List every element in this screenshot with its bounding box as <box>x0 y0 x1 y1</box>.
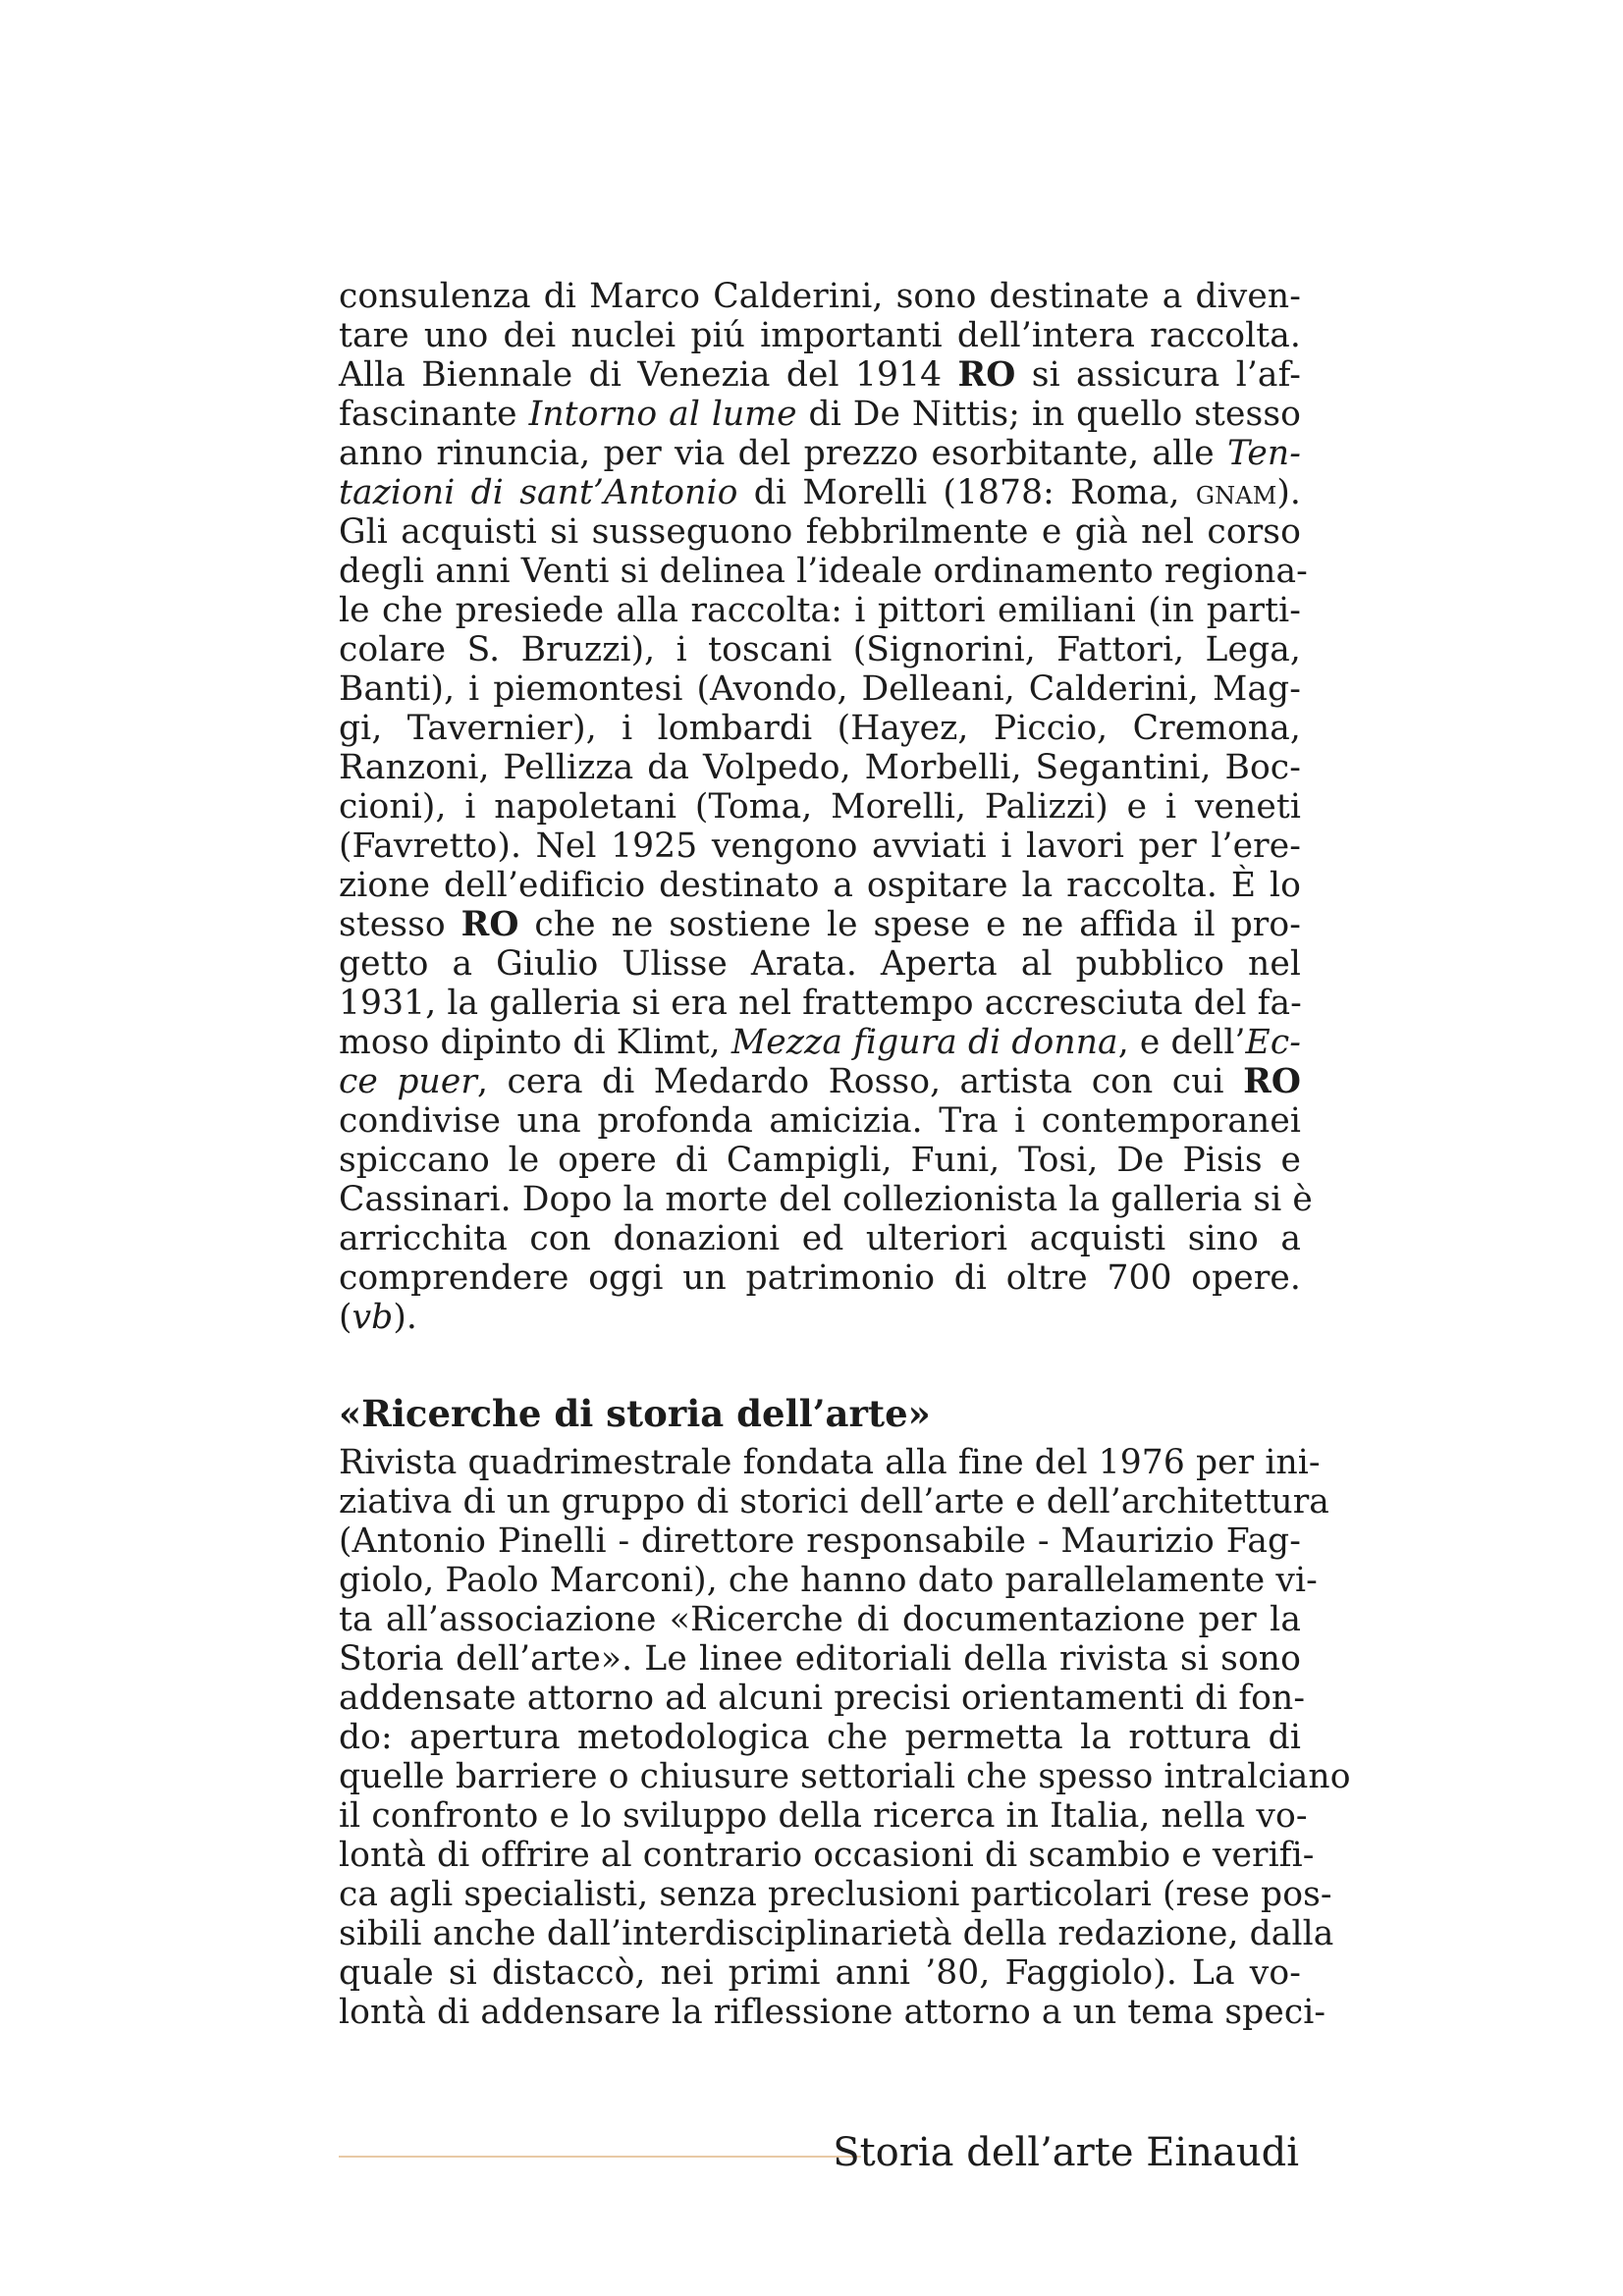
text-line: ca agli specialisti, senza preclusioni particolari (rese pos- <box>339 1875 1332 1914</box>
text-line: degli anni Venti si delinea l’ideale ordinamento regiona- <box>339 552 1308 591</box>
text-line: spiccano le opere di Campigli, Funi, Tosi, De Pisis e <box>339 1141 1301 1180</box>
text-line: anno rinuncia, per via del prezzo esorbitante, alle Ten- <box>339 434 1301 473</box>
text-line: tare uno dei nuclei piú importanti dell’intera raccolta. <box>339 316 1301 355</box>
text-line: Banti), i piemontesi (Avondo, Delleani, Calderini, Mag- <box>339 669 1301 709</box>
text-line: ce puer, cera di Medardo Rosso, artista con cui RO <box>339 1062 1301 1101</box>
text-line: stesso RO che ne sostiene le spese e ne affida il pro- <box>339 905 1301 944</box>
text-line: il confronto e lo sviluppo della ricerca in Italia, nella vo- <box>339 1796 1308 1836</box>
text-line: consulenza di Marco Calderini, sono destinate a diven- <box>339 277 1301 316</box>
text-line: moso dipinto di Klimt, Mezza figura di donna, e dell’Ec- <box>339 1023 1301 1062</box>
text-line: addensate attorno ad alcuni precisi orientamenti di fon- <box>339 1679 1306 1718</box>
text-line: fascinante Intorno al lume di De Nittis; in quello stesso <box>339 395 1301 434</box>
text-line: do: apertura metodologica che permetta la rottura di <box>339 1718 1301 1757</box>
text-line: (vb). <box>339 1298 417 1337</box>
text-line: gi, Tavernier), i lombardi (Hayez, Piccio, Cremona, <box>339 709 1301 748</box>
text-line: arricchita con donazioni ed ulteriori acquisti sino a <box>339 1219 1301 1258</box>
bold-abbrev: RO <box>460 905 519 944</box>
footer-title: Storia dell’arte Einaudi <box>833 2130 1299 2175</box>
text-line: Gli acquisti si susseguono febbrilmente e già nel corso <box>339 512 1301 552</box>
first-section-body <box>339 277 1313 1337</box>
artwork-title: ce puer <box>339 1062 477 1101</box>
text-line: cioni), i napoletani (Toma, Morelli, Palizzi) e i veneti <box>339 787 1301 827</box>
second-section-body <box>339 1443 1351 2032</box>
text-line: getto a Giulio Ulisse Arata. Aperta al pubblico nel <box>339 944 1301 984</box>
text-line: ziativa di un gruppo di storici dell’arte e dell’architettura <box>339 1482 1329 1522</box>
author-initials: vb <box>352 1298 394 1337</box>
artwork-title: tazioni di sant’Antonio <box>339 473 738 512</box>
text-line: lontà di addensare la riflessione attorno a un tema speci- <box>339 1993 1326 2032</box>
entry-heading: «Ricerche di storia dell’arte» <box>339 1392 931 1435</box>
text-line: tazioni di sant’Antonio di Morelli (1878: Roma, gnam). <box>339 473 1302 512</box>
text-line: Storia dell’arte». Le linee editoriali della rivista si sono <box>339 1639 1301 1679</box>
text-line: quelle barriere o chiusure settoriali che spesso intralciano <box>339 1757 1351 1796</box>
footer-rule <box>339 2156 861 2158</box>
text-line: zione dell’edificio destinato a ospitare la raccolta. È lo <box>339 866 1301 905</box>
text-line: ta all’associazione «Ricerche di documentazione per la <box>339 1600 1301 1639</box>
text-line: Rivista quadrimestrale fondata alla fine del 1976 per ini- <box>339 1443 1321 1482</box>
text-line: sibili anche dall’interdisciplinarietà della redazione, dalla <box>339 1914 1334 1953</box>
text-line: Alla Biennale di Venezia del 1914 RO si assicura l’af- <box>339 355 1302 395</box>
bold-abbrev: RO <box>1243 1062 1301 1101</box>
text-line: condivise una profonda amicizia. Tra i contemporanei <box>339 1101 1301 1141</box>
text-line: lontà di offrire al contrario occasioni di scambio e verifi- <box>339 1836 1315 1875</box>
bold-abbrev: RO <box>957 355 1016 395</box>
artwork-title: Ten- <box>1226 434 1301 473</box>
artwork-title: Ec- <box>1245 1023 1301 1062</box>
artwork-title: Mezza figura di donna <box>730 1023 1118 1062</box>
text-line: comprendere oggi un patrimonio di oltre 700 opere. <box>339 1258 1301 1298</box>
text-line: (Favretto). Nel 1925 vengono avviati i lavori per l’ere- <box>339 827 1301 866</box>
text-line: Ranzoni, Pellizza da Volpedo, Morbelli, Segantini, Boc- <box>339 748 1301 787</box>
text-line: Cassinari. Dopo la morte del collezionista la galleria si è <box>339 1180 1313 1219</box>
text-line: quale si distaccò, nei primi anni ’80, Faggiolo). La vo- <box>339 1953 1301 1993</box>
text-line: (Antonio Pinelli - direttore responsabile - Maurizio Fag- <box>339 1522 1301 1561</box>
text-line: le che presiede alla raccolta: i pittori emiliani (in parti- <box>339 591 1301 630</box>
small-caps-abbrev: gnam <box>1195 473 1277 512</box>
text-line: colare S. Bruzzi), i toscani (Signorini, Fattori, Lega, <box>339 630 1301 669</box>
artwork-title: Intorno al lume <box>528 395 797 434</box>
text-line: 1931, la galleria si era nel frattempo accresciuta del fa- <box>339 984 1302 1023</box>
text-line: giolo, Paolo Marconi), che hanno dato parallelamente vi- <box>339 1561 1318 1600</box>
